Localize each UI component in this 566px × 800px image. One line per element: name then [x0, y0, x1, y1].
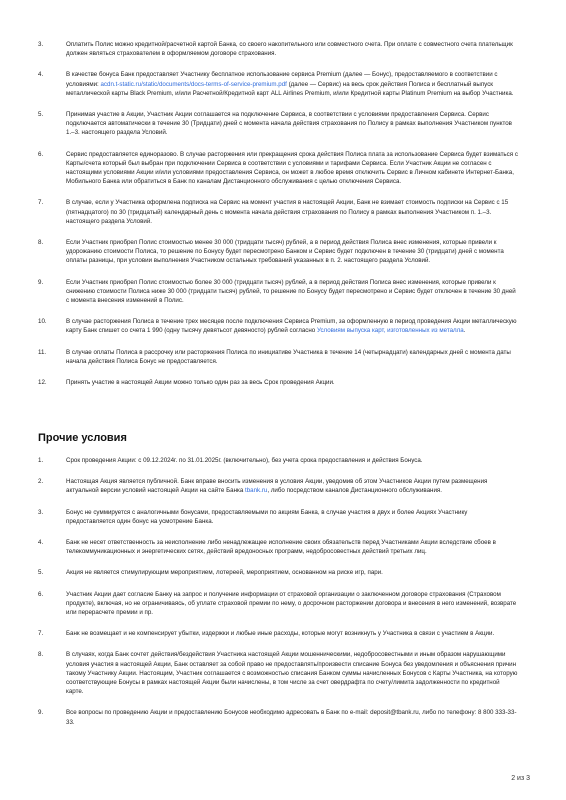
item-number: 7.: [38, 199, 44, 207]
list-item: [38, 238, 518, 266]
list-item: [38, 456, 518, 465]
item-text: Если Участник приобрел Полис стоимостью менее 30 000 (тридцати тысяч) рублей, а в период действия Полиса внес изменения, которые привели к удорожанию стоимости Полиса, то решение по Бонусу будет пересмотрено Банком и Сервис будет подключен в течение 30 (тридцати) дней с момента оплаты разницы, при условии выполнения Участником остальных требований указанных в п. 2. настоящего раздела Условий.: [66, 239, 504, 265]
metal-cards-terms-link[interactable]: Условиям выпуска карт, изготовленных из металла: [316, 327, 464, 335]
item-text-part: Настоящая Акция является публичной. Банк вправе вносить изменения в условия Акции, уведомив об этом Участников Акции путем размещения актуальной версии условий настоящей Акции на сайте Банка: [66, 478, 488, 495]
list-item: [38, 538, 518, 556]
item-number: 9.: [38, 709, 44, 717]
item-text: Оплатить Полис можно кредитной/расчетной картой Банка, со своего накопительного или совместного счета. При оплате с совместного счета плательщик должен являться страхователем в оформляемом договоре страхования.: [66, 41, 513, 58]
list-item: [38, 708, 518, 726]
item-text: Банк не несет ответственность за неисполнение либо ненадлежащее исполнение своих обязательств перед Участниками Акции вследствие сбоев в телекоммуникационных и энергетических сетях, действий вредоносных программ, недобросовестных действий третьих лиц.: [66, 539, 496, 556]
item-text: Все вопросы по проведению Акции и предоставлению Бонусов необходимо адресовать в Банк по e-mail: deposit@tbank.ru, либо по телефону: 8 800 333-33-33.: [66, 709, 517, 726]
item-text: [66, 70, 518, 98]
item-number: 6.: [38, 150, 44, 158]
item-text: Принимая участие в Акции, Участник Акции соглашается на подключение Сервиса, в соответствии с условиями предоставления Сервиса. Сервис подключается автоматически в течение 30 (Тридцати) дней с момента начала действия страхования по Полису в рамках выполнения Участником пунктов 1.–3. настоящего раздела Условий.: [66, 111, 512, 137]
item-text: Срок проведения Акции: с 09.12.2024г. по 31.01.2025г. (включительно), без учета срока предоставления и действия Бонуса.: [66, 457, 423, 464]
item-text-part: (далее — Сервис) на весь срок действия Полиса и бесплатный выпуск металлической карты Black Premium, и/или Расчетной/Кредитной карт ALL Airlines Premium, и/или Кредитной карты Platinum Premium на выбор Участника.: [66, 80, 514, 97]
item-number: 7.: [38, 630, 44, 638]
other-conditions-list: [38, 456, 518, 739]
item-text: В случае, если у Участника оформлена подписка на Сервис на момент участия в настоящей Акции, Банк не взимает стоимость подписки на Сервис с 15 (пятнадцатого) по 30 (тридцатый) календарный день с момента начала действия страхования по Полису в рамках выполнения Участником п. 1.–3. настоящего раздела Условий.: [66, 199, 509, 225]
list-item: [38, 317, 518, 335]
item-number: 10.: [38, 318, 47, 326]
list-item: [38, 378, 518, 387]
item-text: Сервис предоставляется единоразово. В случае расторжения или прекращения срока действия Полиса плата за использование Сервиса будет взиматься с Карты/счета который был выбран при подключении Сервиса в соответствии с условиями и тарифами Сервиса. Если Участник Акции не согласен с настоящими условиями Акции и/или условиями предоставления Сервиса, он может в любое время отключить Сервис в Личном кабинете Интернет-Банка, Мобильного Банка или обратиться в Банк по каналам Дистанционного обслуживания с целью отключения Сервиса.: [66, 150, 518, 186]
item-text-part: В случае расторжения Полиса в течение трех месяцев после подключения Сервиса Premium, за оформленную в период проведения Акции металлическую карту Банк спишет со счета 1 990 (одну тысячу девятьсот девяносто) рублей согласно: [66, 318, 517, 335]
item-number: 5.: [38, 569, 44, 577]
item-number: 4.: [38, 539, 44, 547]
item-number: 8.: [38, 651, 44, 659]
bank-site-link[interactable]: tbank.ru: [245, 487, 268, 495]
item-text: Бонус не суммируется с аналогичными бонусами, предоставляемыми по акциям Банка, в случае участия в двух и более Акциях Участнику предоставляется один бонус на усмотрение Банка.: [66, 508, 468, 525]
item-number: 6.: [38, 590, 44, 598]
item-text-part: В качестве бонуса Банк предоставляет Участнику бесплатное использование сервиса Premium (далее — Бонус), предоставляемого в соответствии с условиями:: [66, 71, 498, 88]
item-text: В случае оплаты Полиса в рассрочку или расторжения Полиса по инициативе Участника в течение 14 (четырнадцати) календарных дней с момента даты начала действия Полиса Бонус не предоставляется.: [66, 348, 511, 365]
premium-terms-link[interactable]: acdn.t-static.ru/static/documents/docs-terms-of-service-premium.pdf: [100, 80, 287, 88]
item-number: 2.: [38, 478, 44, 486]
item-text: Банк не возмещает и не компенсирует убытки, издержки и любые иные расходы, которые могут возникнуть у Участника в связи с участием в Акции.: [66, 630, 495, 638]
item-number: 1.: [38, 457, 44, 464]
list-item: [38, 70, 518, 98]
item-text: Участник Акции дает согласие Банку на запрос и получение информации от страховой организации о заключенном договоре страхования (Страховом продукте), включая, но не ограничиваясь, об уплате страховой премии по нему, о досрочном расторжении договора и внесения в него изменений, возврате или перерасчете премии и пр.: [66, 590, 517, 617]
item-number: 12.: [38, 379, 47, 387]
list-item: [38, 278, 518, 306]
item-number: 3.: [38, 508, 44, 516]
item-text: Если Участник приобрел Полис стоимостью более 30 000 (тридцати тысяч) рублей, а в период действия Полиса внес изменения, которые привели к снижению стоимости Полиса ниже 30 000 (тридцати тысяч) рублей, то решение по Бонусу будет пересмотрено и Сервис будет отключен в течение 30 дней с момента внесения изменений в Полис.: [66, 278, 516, 305]
page-number: 2 из 3: [511, 775, 530, 782]
item-text: Принять участие в настоящей Акции можно только один раз за весь Срок проведения Акции.: [66, 379, 335, 387]
list-item: [38, 110, 518, 138]
list-item: [38, 477, 518, 495]
list-item: [38, 348, 518, 366]
list-item: [38, 508, 518, 526]
list-item: [38, 590, 518, 618]
item-number: 9.: [38, 278, 44, 286]
item-text: [66, 317, 518, 335]
section-heading: Прочие условия: [38, 432, 127, 444]
item-text: Акция не является стимулирующим мероприятием, лотереей, мероприятием, основанном на риске игр, пари.: [66, 569, 383, 577]
conditions-list: [38, 40, 518, 399]
list-item: [38, 198, 518, 226]
item-text-part: .: [463, 327, 466, 335]
item-text: [66, 477, 518, 495]
list-item: [38, 568, 518, 577]
list-item: [38, 40, 518, 58]
item-number: 4.: [38, 71, 44, 79]
item-number: 5.: [38, 111, 44, 119]
list-item: [38, 629, 518, 638]
item-text: В случаях, когда Банк сочтет действия/бездействия Участника настоящей Акции мошенническими, недобросовестными и иным образом нарушающими условия участия в настоящей Акции, Банк оставляет за собой право не предоставлять/произвести списание Бонуса без уведомления и объяснения причин такому Участнику Акции. Настоящим, Участник соглашается с возможностью списания Банком суммы начисленных Бонусов с Карты Участника, на которую соответствующие Бонусы в рамках настоящей Акции были начислены, в том числе за счет овердрафта по счету/лимита задолженности по кредитной карте.: [66, 651, 518, 696]
item-text-part: , либо посредством каналов Дистанционного обслуживания.: [267, 487, 442, 495]
list-item: [38, 150, 518, 187]
item-number: 8.: [38, 239, 44, 247]
item-number: 3.: [38, 41, 44, 48]
item-number: 11.: [38, 348, 47, 356]
list-item: [38, 650, 518, 696]
